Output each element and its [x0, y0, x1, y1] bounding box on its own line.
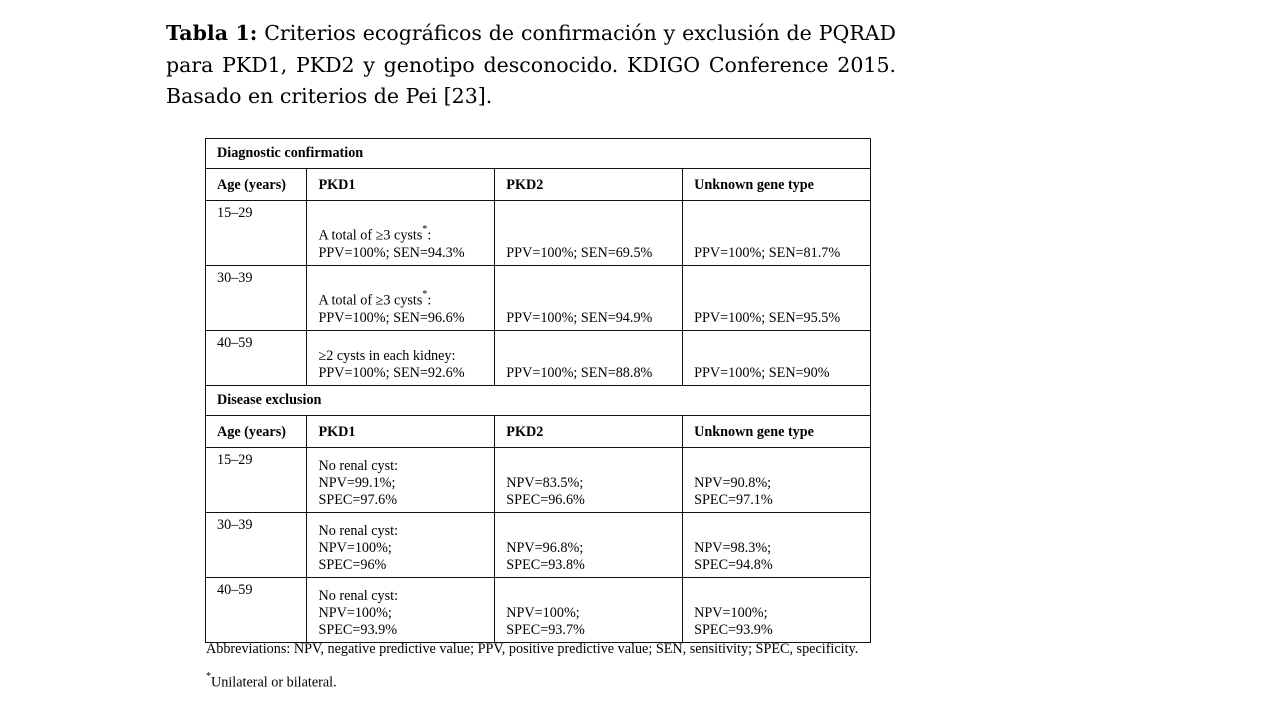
pkd2-value: PPV=100%; SEN=88.8% — [506, 365, 653, 381]
age-cell: 40–59 — [206, 331, 307, 386]
pkd2-line: SPEC=93.8% — [506, 557, 585, 573]
header-row — [206, 416, 871, 448]
unknown-cell — [683, 513, 871, 578]
pkd1-line: SPEC=93.9% — [318, 622, 398, 638]
pkd2-cell — [495, 513, 683, 578]
table-row — [206, 266, 871, 331]
header-age: Age (years) — [206, 416, 307, 448]
unknown-value: PPV=100%; SEN=90% — [694, 365, 830, 381]
pkd2-cell — [495, 448, 683, 513]
section-row-exclusion — [206, 386, 871, 416]
pkd1-line: NPV=99.1%; — [318, 475, 396, 491]
pkd1-line: SPEC=97.6% — [318, 492, 398, 508]
table-row — [206, 331, 871, 386]
abbreviations-note: Abbreviations: NPV, negative predictive value; PPV, positive predictive value; SEN, sensitivity; SPEC, specificity. — [206, 641, 859, 657]
pkd1-cell — [307, 578, 495, 643]
caption-text: Criterios ecográficos de confirmación y exclusión de PQRAD para PKD1, PKD2 y genotipo desconocido. KDIGO Conference 2015. Basado en criterios de Pei [23]. — [166, 21, 896, 108]
unknown-cell — [683, 201, 871, 266]
asterisk-mark: * — [422, 289, 428, 301]
pkd1-text: A total of ≥3 cysts — [318, 293, 423, 309]
header-pkd2: PKD2 — [495, 169, 683, 201]
header-row — [206, 169, 871, 201]
age-cell: 15–29 — [206, 201, 307, 266]
unknown-cell — [683, 331, 871, 386]
age-cell: 40–59 — [206, 578, 307, 643]
age-cell: 30–39 — [206, 513, 307, 578]
unknown-cell — [683, 578, 871, 643]
table-caption — [166, 18, 896, 113]
pkd1-value: PPV=100%; SEN=96.6% — [318, 310, 465, 326]
unknown-line: NPV=98.3%; — [694, 540, 772, 556]
header-pkd1: PKD1 — [307, 416, 495, 448]
unknown-line: SPEC=93.9% — [694, 622, 773, 638]
pkd1-line: NPV=100%; — [318, 605, 392, 621]
criteria-table — [205, 138, 871, 643]
pkd2-line: NPV=100%; — [506, 605, 580, 621]
footnote-mark: * — [206, 671, 211, 682]
pkd1-line: No renal cyst: — [318, 458, 399, 474]
pkd1-text: ≥2 cysts in each kidney: — [318, 348, 456, 364]
pkd2-line: SPEC=96.6% — [506, 492, 585, 508]
table-row — [206, 578, 871, 643]
header-pkd2: PKD2 — [495, 416, 683, 448]
unknown-line: NPV=90.8%; — [694, 475, 772, 491]
pkd1-line: NPV=100%; — [318, 540, 392, 556]
asterisk-footnote — [206, 673, 337, 692]
pkd1-line: No renal cyst: — [318, 523, 399, 539]
pkd2-cell — [495, 331, 683, 386]
footnote-text: Unilateral or bilateral. — [211, 674, 337, 691]
pkd1-cell — [307, 448, 495, 513]
unknown-value: PPV=100%; SEN=95.5% — [694, 310, 841, 326]
pkd2-line: NPV=83.5%; — [506, 475, 584, 491]
unknown-line: SPEC=94.8% — [694, 557, 773, 573]
pkd2-cell — [495, 578, 683, 643]
unknown-cell — [683, 266, 871, 331]
age-cell: 15–29 — [206, 448, 307, 513]
asterisk-mark: * — [422, 224, 428, 236]
section-title: Diagnostic confirmation — [206, 139, 871, 169]
pkd1-line: No renal cyst: — [318, 588, 399, 604]
pkd1-value: PPV=100%; SEN=92.6% — [318, 365, 465, 381]
pkd1-suffix: : — [427, 293, 432, 309]
header-unknown: Unknown gene type — [683, 416, 871, 448]
header-age: Age (years) — [206, 169, 307, 201]
table-row — [206, 513, 871, 578]
unknown-line: NPV=100%; — [694, 605, 768, 621]
pkd1-cell — [307, 201, 495, 266]
header-unknown: Unknown gene type — [683, 169, 871, 201]
pkd1-suffix: : — [427, 228, 432, 244]
pkd1-cell — [307, 513, 495, 578]
pkd1-cell — [307, 266, 495, 331]
unknown-value: PPV=100%; SEN=81.7% — [694, 245, 841, 261]
table-row — [206, 201, 871, 266]
pkd2-value: PPV=100%; SEN=94.9% — [506, 310, 653, 326]
unknown-line: SPEC=97.1% — [694, 492, 773, 508]
section-row-confirmation — [206, 139, 871, 169]
pkd2-line: SPEC=93.7% — [506, 622, 585, 638]
table-row — [206, 448, 871, 513]
unknown-cell — [683, 448, 871, 513]
pkd2-line: NPV=96.8%; — [506, 540, 584, 556]
pkd1-value: PPV=100%; SEN=94.3% — [318, 245, 465, 261]
age-cell: 30–39 — [206, 266, 307, 331]
pkd1-line: SPEC=96% — [318, 557, 387, 573]
pkd2-cell — [495, 201, 683, 266]
header-pkd1: PKD1 — [307, 169, 495, 201]
pkd2-cell — [495, 266, 683, 331]
pkd1-text: A total of ≥3 cysts — [318, 228, 423, 244]
pkd2-value: PPV=100%; SEN=69.5% — [506, 245, 653, 261]
caption-label: Tabla 1: — [166, 21, 258, 45]
pkd1-cell — [307, 331, 495, 386]
section-title: Disease exclusion — [206, 386, 871, 416]
